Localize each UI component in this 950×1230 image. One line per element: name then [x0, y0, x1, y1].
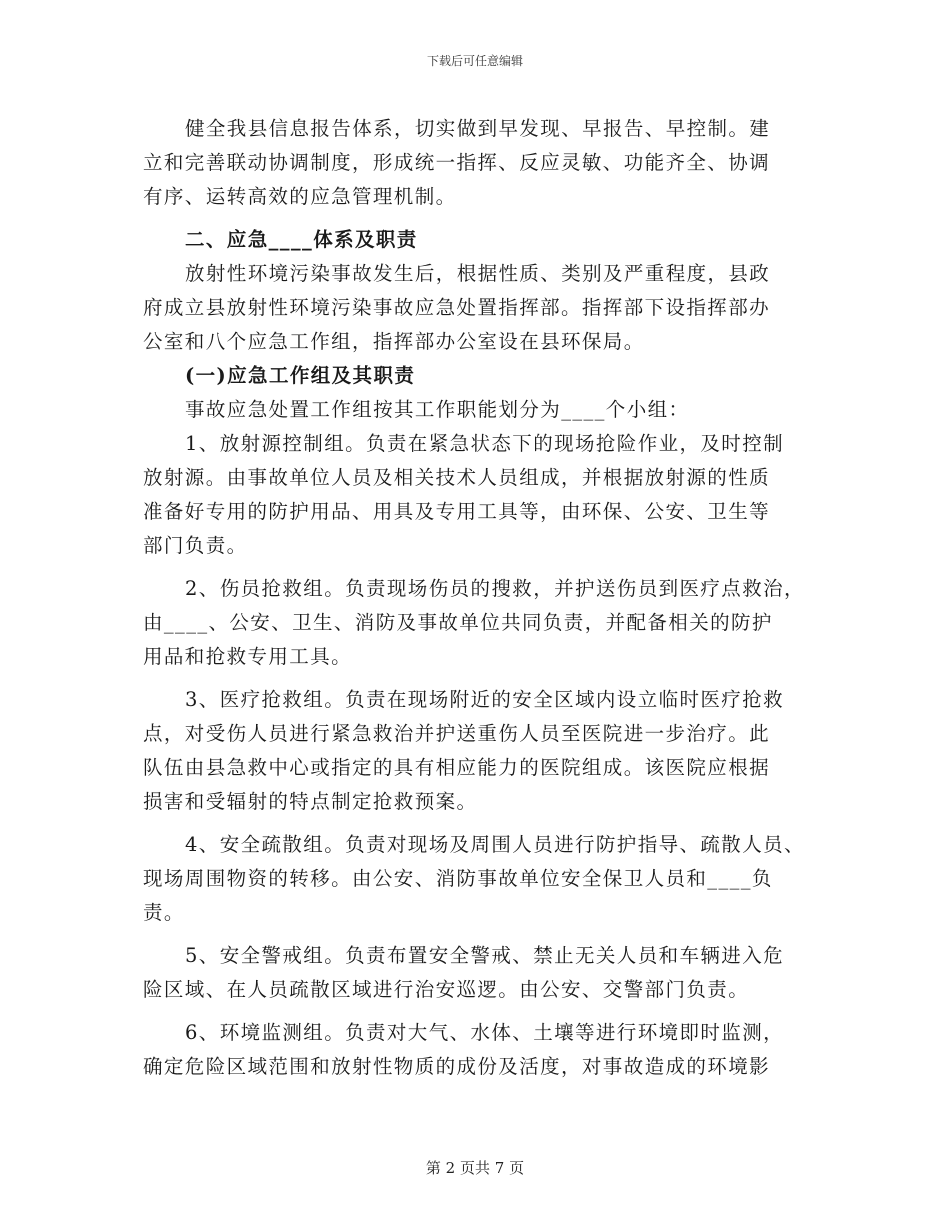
paragraph-line: 健全我县信息报告体系，切实做到早发现、早报告、早控制。建	[185, 117, 771, 140]
paragraph-line: 准备好专用的防护用品、用具及专用工具等，由环保、公安、卫生等	[143, 500, 771, 523]
paragraph-line: 用品和抢救专用工具。	[143, 645, 353, 668]
page-footer: 第 2 页共 7 页	[425, 1159, 525, 1177]
paragraph-line: 责。	[143, 901, 185, 924]
document-body	[143, 112, 823, 1084]
paragraph-line: 公室和八个应急工作组，指挥部办公室设在县环保局。	[143, 330, 645, 353]
paragraph-line: 有序、运转高效的应急管理机制。	[143, 185, 457, 208]
section-heading: 二、应急____体系及职责	[185, 228, 418, 251]
paragraph-line: 6、环境监测组。负责对大气、水体、土壤等进行环境即时监测，	[185, 1021, 785, 1044]
paragraph-line: 放射源。由事故单位人员及相关技术人员组成，并根据放射源的性质	[143, 466, 771, 489]
paragraph-line: 5、安全警戒组。负责布置安全警戒、禁止无关人员和车辆进入危	[185, 944, 785, 967]
paragraph-line: 队伍由县急救中心或指定的具有相应能力的医院组成。该医院应根据	[143, 756, 771, 779]
paragraph-line: 点，对受伤人员进行紧急救治并护送重伤人员至医院进一步治疗。此	[143, 722, 771, 745]
paragraph-line: 立和完善联动协调制度，形成统一指挥、反应灵敏、功能齐全、协调	[143, 151, 771, 174]
paragraph-line: 损害和受辐射的特点制定抢救预案。	[143, 790, 478, 813]
paragraph-line: 由____、公安、卫生、消防及事故单位共同负责，并配备相关的防护	[143, 611, 773, 634]
paragraph-line: 4、安全疏散组。负责对现场及周围人员进行防护指导、疏散人员、	[185, 833, 805, 856]
paragraph-line: 现场周围物资的转移。由公安、消防事故单位安全保卫人员和____负	[143, 867, 773, 890]
paragraph-line: 3、医疗抢救组。负责在现场附近的安全区域内设立临时医疗抢救	[185, 688, 785, 711]
paragraph-line: 放射性环境污染事故发生后，根据性质、类别及严重程度，县政	[185, 262, 771, 285]
paragraph-line: 1、放射源控制组。负责在紧急状态下的现场抢险作业，及时控制	[185, 432, 785, 455]
paragraph-line: 确定危险区域范围和放射性物质的成份及活度，对事故造成的环境影	[143, 1055, 771, 1078]
paragraph-line: 2、伤员抢救组。负责现场伤员的搜救，并护送伤员到医疗点救治，	[185, 577, 805, 600]
paragraph-line: 险区域、在人员疏散区域进行治安巡逻。由公安、交警部门负责。	[143, 978, 750, 1001]
subsection-heading: (一)应急工作组及其职责	[185, 364, 416, 387]
page-header: 下载后可任意编辑	[426, 54, 523, 68]
paragraph-line: 事故应急处置工作组按其工作职能划分为____个小组：	[185, 398, 690, 421]
paragraph-line: 府成立县放射性环境污染事故应急处置指挥部。指挥部下设指挥部办	[143, 296, 771, 319]
paragraph-line: 部门负责。	[143, 534, 248, 557]
